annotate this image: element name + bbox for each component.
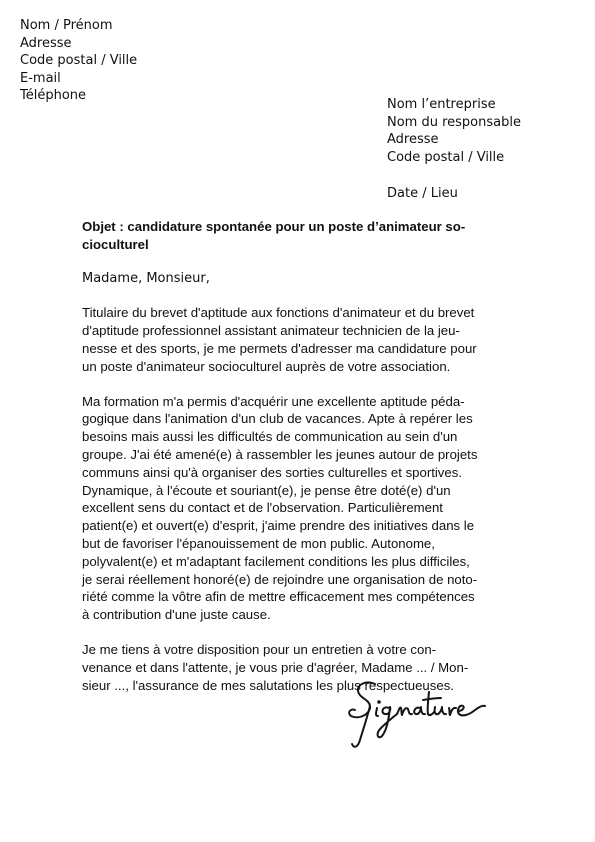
paragraph-line: Ma formation m'a permis d'acquérir une excellente aptitude péda- (82, 393, 465, 409)
paragraph-line: gogique dans l'animation d'un club de vacances. Apte à repérer les (82, 411, 473, 427)
paragraph-line: Titulaire du brevet d'aptitude aux fonctions d'animateur et du brevet (82, 305, 475, 321)
date-place: Date / Lieu (387, 186, 458, 201)
paragraph-line: d'aptitude professionnel assistant animateur technicien de la jeu- (82, 323, 460, 339)
paragraph-line: Je me tiens à votre disposition pour un entretien à votre con- (82, 641, 437, 657)
paragraph-line: patient(e) et ouvert(e) d'esprit, j'aime prendre des initiatives dans le (82, 518, 475, 534)
paragraph-line: riété comme la vôtre afin de mettre efficacement mes compétences (82, 589, 475, 605)
letter-paragraph-intro (82, 304, 512, 375)
recipient-manager: Nom du responsable (387, 114, 521, 130)
recipient-company: Nom l’entreprise (387, 97, 496, 112)
recipient-address: Adresse (387, 132, 439, 148)
sender-phone: Téléphone (20, 88, 87, 104)
paragraph-line: polyvalent(e) et m'adaptant facilement conditions les plus difficiles, (82, 553, 470, 569)
sender-postal-city: Code postal / Ville (20, 53, 138, 69)
handwritten-signature (345, 678, 490, 753)
subject-line: Objet : candidature spontanée pour un poste d’animateur so- (82, 219, 466, 234)
letter-paragraph-skills (82, 393, 512, 624)
paragraph-line: excellent sens du contact et de l'observation. Particulièrement (82, 500, 443, 516)
sender-block (20, 17, 137, 105)
paragraph-line: venance et dans l'attente, je vous prie d'agréer, Madame ... / Mon- (82, 659, 469, 675)
letter-salutation: Madame, Monsieur, (82, 270, 210, 286)
sender-name: Nom / Prénom (20, 18, 113, 33)
paragraph-line: à contribution d'une juste cause. (82, 607, 271, 623)
sender-address: Adresse (20, 35, 72, 51)
paragraph-line: communs ainsi qu'à organiser des sorties culturelles et sportives. (82, 464, 462, 480)
letter-body (82, 218, 512, 694)
recipient-block (387, 96, 521, 166)
paragraph-line: nesse et des sports, je me permets d'adresser ma candidature pour (82, 340, 477, 356)
paragraph-line: groupe. J'ai été amené(e) à rassembler les jeunes autour de projets (82, 446, 478, 462)
paragraph-line: un poste d'animateur socioculturel auprès de votre association. (82, 358, 451, 374)
paragraph-line: but de favoriser l'épanouissement de mon public. Autonome, (82, 535, 435, 551)
paragraph-line: Dynamique, à l'écoute et souriant(e), je pense être doté(e) d'un (82, 482, 451, 498)
subject-line: cioculturel (82, 236, 149, 252)
paragraph-line: sieur ..., l'assurance de mes salutations les plus respectueuses. (82, 677, 454, 693)
letter-subject (82, 218, 512, 254)
paragraph-line: je serai réellement honoré(e) de rejoindre une organisation de noto- (82, 571, 478, 587)
paragraph-line: besoins mais aussi les difficultés de communication au sein d'un (82, 429, 458, 445)
recipient-postal-city: Code postal / Ville (387, 149, 505, 165)
sender-email: E-mail (20, 70, 61, 86)
